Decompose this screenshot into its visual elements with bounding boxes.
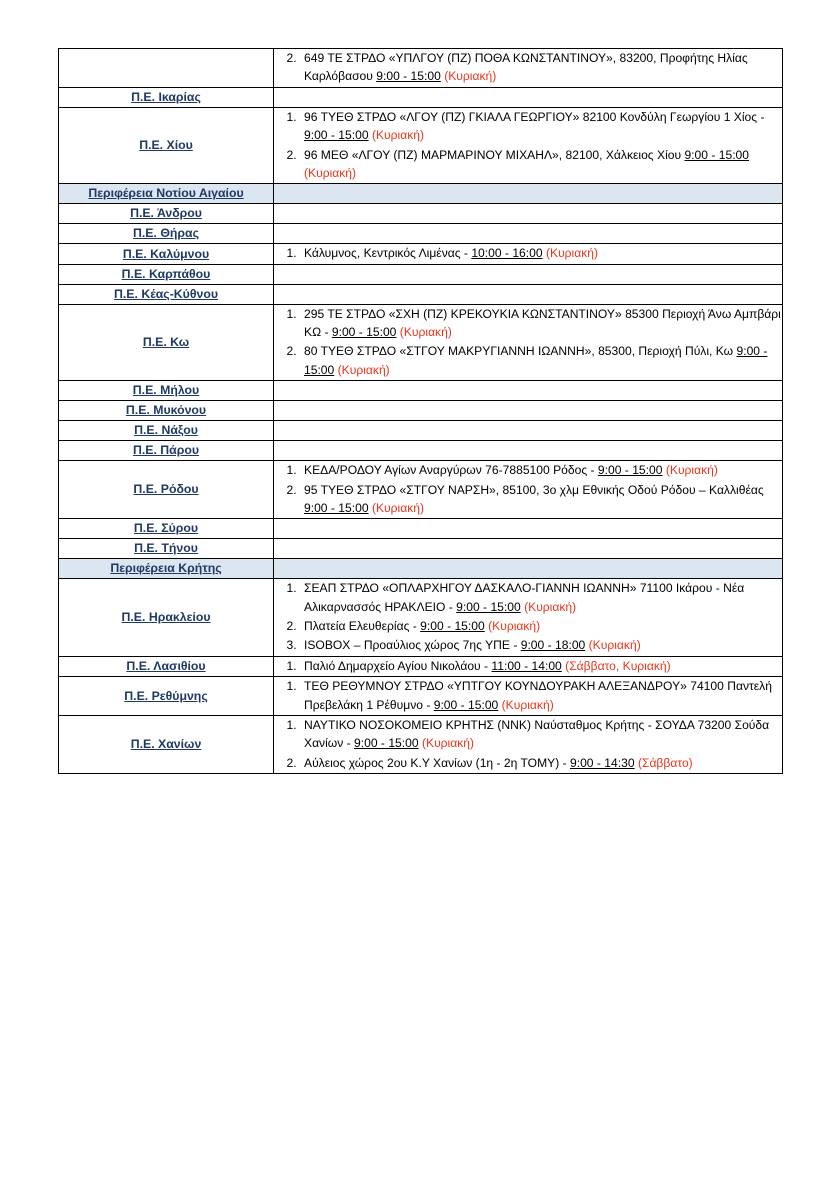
site-days: (Κυριακή): [524, 599, 577, 614]
site-address: 95 ΤΥΕΘ ΣΤΡΔΟ «ΣΤΓΟΥ ΝΑΡΣΗ», 85100, 3ο χλμ Εθνικής Οδού Ρόδου – Καλλιθέας: [304, 482, 764, 497]
region-name-cell: [59, 441, 274, 461]
site-item: [300, 636, 782, 654]
empty-sites-cell: [274, 381, 782, 400]
empty-sites-cell: [274, 265, 782, 284]
table-body: [59, 49, 783, 774]
sites-cell: [274, 244, 783, 264]
table-row: [59, 87, 783, 107]
sites-cell: [274, 184, 783, 204]
region-label: Π.Ε. Πάρου: [132, 443, 200, 458]
site-item: [300, 677, 782, 714]
sites-cell: [274, 284, 783, 304]
site-item: [300, 716, 782, 753]
sites-cell: [274, 539, 783, 559]
empty-sites-cell: [274, 441, 782, 460]
site-hours: 9:00 - 15:00: [684, 147, 750, 162]
region-label: Π.Ε. Καρπάθου: [121, 266, 211, 281]
sites-cell: [274, 519, 783, 539]
site-days: (Κυριακή): [588, 638, 641, 653]
site-hours: 9:00 - 15:00: [376, 69, 441, 84]
sites-cell: [274, 204, 783, 224]
site-days: (Κυριακή): [371, 500, 425, 515]
region-name-cell: [59, 304, 274, 381]
site-days: (Κυριακή): [421, 736, 475, 751]
site-days: (Κυριακή): [501, 697, 554, 712]
region-name-cell: [59, 49, 274, 88]
table-row: [59, 519, 783, 539]
sites-cell: [274, 87, 783, 107]
table-row: [59, 224, 783, 244]
region-label: Π.Ε. Ρεθύμνης: [124, 688, 208, 703]
region-label: Π.Ε. Άνδρου: [130, 206, 202, 221]
site-days: (Κυριακή): [337, 362, 390, 377]
region-name-cell: [59, 107, 274, 184]
sites-cell: [274, 461, 783, 519]
region-label: Π.Ε. Κω: [142, 334, 190, 349]
sites-cell: [274, 304, 783, 381]
site-address: ΤΕΘ ΡΕΘΥΜΝΟΥ ΣΤΡΔΟ «ΥΠΤΓΟΥ ΚΟΥΝΔΟΥΡΑΚΗ ΑΛΕΞΑΝΔΡΟΥ» 74100 Παντελή Πρεβελάκη 1 Ρέθυμνο -: [304, 679, 772, 712]
sites-cell: [274, 715, 783, 773]
empty-sites-cell: [274, 224, 782, 243]
site-days: (Κυριακή): [665, 463, 718, 478]
region-label: Π.Ε. Νάξου: [134, 423, 198, 438]
site-address: 96 ΜΕΘ «ΛΓΟΥ (ΠΖ) ΜΑΡΜΑΡΙΝΟΥ ΜΙΧΑΗΛ», 82100, Χάλκειος Χίου: [304, 147, 685, 162]
sites-cell: [274, 381, 783, 401]
region-label: Π.Ε. Μυκόνου: [125, 403, 207, 418]
site-hours: 9:00 - 15:00: [456, 599, 521, 614]
sites-cell: [274, 49, 783, 88]
region-label: Περιφέρεια Νοτίου Αιγαίου: [88, 186, 244, 201]
sites-list: [274, 579, 782, 655]
table-row: [59, 441, 783, 461]
empty-sites-cell: [274, 401, 782, 420]
site-item: [300, 657, 782, 675]
document-page: [58, 48, 782, 774]
sites-list: [274, 49, 782, 86]
sites-list: [274, 677, 782, 714]
site-address: 649 ΤΕ ΣΤΡΔΟ «ΥΠΛΓΟΥ (ΠΖ) ΠΟΘΑ ΚΩΝΣΤΑΝΤΙΝΟΥ», 83200, Προφήτης Ηλίας Καρλόβασου: [304, 51, 748, 84]
site-days: (Σάββατο): [637, 755, 693, 770]
region-name-cell: [59, 519, 274, 539]
site-address: ISOBOX – Προαύλιος χώρος 7ης ΥΠΕ -: [304, 638, 521, 653]
site-hours: 9:00 - 15:00: [331, 325, 397, 339]
table-row: [59, 304, 783, 381]
table-row: [59, 107, 783, 184]
site-item: [300, 617, 782, 635]
region-label: Π.Ε. Τήνου: [134, 541, 198, 556]
table-row: [59, 204, 783, 224]
empty-sites-cell: [274, 88, 782, 107]
site-address: 295 ΤΕ ΣΤΡΔΟ «ΣΧΗ (ΠΖ) ΚΡΕΚΟΥΚΙΑ ΚΩΝΣΤΑΝΤΙΝΟΥ» 85300 Περιοχή Άνω Αμπβάρι ΚΩ -: [304, 306, 781, 339]
empty-sites-cell: [274, 285, 782, 304]
site-item: [300, 754, 782, 772]
table-row: [59, 677, 783, 716]
site-address: ΣΕΑΠ ΣΤΡΔΟ «ΟΠΛΑΡΧΗΓΟΥ ΔΑΣΚΑΛΟ-ΓΙΑΝΝΗ ΙΩΑΝΝΗ» 71100 Ικάρου - Νέα Αλικαρνασσός ΗΡΑΚΛΕΙΟ -: [304, 581, 745, 614]
sites-list: [274, 108, 782, 183]
site-hours: 9:00 - 15:00: [433, 697, 499, 712]
site-item: [300, 49, 782, 86]
sites-cell: [274, 401, 783, 421]
region-name-cell: [59, 656, 274, 676]
site-address: Παλιό Δημαρχείο Αγίου Νικολάου -: [304, 658, 492, 673]
table-row: [59, 49, 783, 88]
site-hours: 9:00 - 18:00: [520, 638, 586, 653]
sites-list: [274, 716, 782, 772]
site-address: Αύλειος χώρος 2ου Κ.Υ Χανίων (1η - 2η ΤΟΜΥ) -: [304, 755, 570, 770]
table-row: [59, 264, 783, 284]
table-row: [59, 244, 783, 264]
sites-list: [274, 461, 782, 517]
region-name-cell: [59, 677, 274, 716]
region-label: Π.Ε. Χίου: [139, 138, 193, 153]
site-item: [300, 481, 782, 518]
region-label: Π.Ε. Θήρας: [133, 226, 199, 241]
region-label: Π.Ε. Ικαρίας: [131, 89, 201, 104]
region-name-cell: [59, 204, 274, 224]
sites-cell: [274, 264, 783, 284]
section-header-row: [59, 184, 783, 204]
sites-cell: [274, 421, 783, 441]
sites-cell: [274, 441, 783, 461]
site-address: 80 ΤΥΕΘ ΣΤΡΔΟ «ΣΤΓΟΥ ΜΑΚΡΥΓΙΑΝΝΗ ΙΩΑΝΝΗ», 85300, Περιοχή Πύλι, Κω: [304, 344, 737, 359]
sites-cell: [274, 559, 783, 579]
region-label: Π.Ε. Ρόδου: [133, 482, 199, 497]
region-name-cell: [59, 715, 274, 773]
site-hours: 9:00 - 15:00: [597, 463, 663, 478]
site-hours: 9:00 - 15:00: [304, 500, 369, 515]
empty-sites-cell: [274, 559, 782, 578]
site-days: (Κυριακή): [444, 69, 497, 84]
site-hours: 9:00 - 15:00: [420, 619, 485, 633]
region-name-cell: [59, 401, 274, 421]
section-header-row: [59, 559, 783, 579]
region-label: Π.Ε. Χανίων: [130, 737, 202, 752]
sites-list: [274, 244, 782, 262]
sites-cell: [274, 656, 783, 676]
table-row: [59, 421, 783, 441]
region-name-cell: [59, 244, 274, 264]
site-days: (Σάββατο, Κυριακή): [565, 658, 671, 673]
region-name-cell: [59, 381, 274, 401]
table-row: [59, 461, 783, 519]
site-hours: 9:00 - 15:00: [354, 736, 419, 751]
site-item: [300, 579, 782, 616]
site-address: Κάλυμνος, Κεντρικός Λιμένας -: [304, 246, 472, 261]
sites-list: [274, 657, 782, 675]
region-name-cell: [59, 421, 274, 441]
site-days: (Κυριακή): [545, 246, 599, 261]
site-days: (Κυριακή): [304, 165, 357, 180]
vaccination-sites-table: [58, 48, 783, 774]
site-address: Πλατεία Ελευθερίας -: [304, 619, 421, 633]
site-item: [300, 146, 782, 183]
region-name-cell: [59, 579, 274, 657]
sites-cell: [274, 224, 783, 244]
region-label: Π.Ε. Λασιθίου: [126, 659, 206, 674]
region-label: Π.Ε. Κέας-Κύθνου: [113, 286, 218, 301]
site-address: ΚΕΔΑ/ΡΟΔΟΥ Αγίων Αναργύρων 76-7885100 Ρόδος -: [304, 463, 598, 478]
site-hours: 9:00 - 15:00: [304, 344, 768, 377]
site-item: [300, 461, 782, 479]
site-item: [300, 244, 782, 262]
region-name-cell: [59, 461, 274, 519]
region-name-cell: [59, 284, 274, 304]
sites-cell: [274, 677, 783, 716]
site-days: (Κυριακή): [371, 128, 425, 143]
site-address: ΝΑΥΤΙΚΟ ΝΟΣΟΚΟΜΕΙΟ ΚΡΗΤΗΣ (ΝΝΚ) Ναύσταθμος Κρήτης - ΣΟΥΔΑ 73200 Σούδα Χανίων -: [304, 717, 770, 751]
empty-sites-cell: [274, 421, 782, 440]
empty-sites-cell: [274, 184, 782, 203]
table-row: [59, 715, 783, 773]
table-row: [59, 579, 783, 657]
site-hours: 9:00 - 15:00: [304, 128, 369, 143]
site-hours: 10:00 - 16:00: [471, 246, 543, 261]
region-label: Π.Ε. Καλύμνου: [122, 246, 210, 261]
site-days: (Κυριακή): [399, 325, 452, 339]
region-name-cell: [59, 264, 274, 284]
sites-cell: [274, 107, 783, 184]
site-hours: 11:00 - 14:00: [491, 658, 562, 673]
table-row: [59, 284, 783, 304]
table-row: [59, 401, 783, 421]
table-row: [59, 539, 783, 559]
region-label: Π.Ε. Μήλου: [132, 383, 200, 398]
empty-sites-cell: [274, 539, 782, 558]
section-name-cell: [59, 559, 274, 579]
table-row: [59, 656, 783, 676]
site-item: [300, 305, 782, 342]
region-name-cell: [59, 539, 274, 559]
site-days: (Κυριακή): [488, 619, 541, 633]
empty-sites-cell: [274, 519, 782, 538]
empty-sites-cell: [274, 204, 782, 223]
region-label: Περιφέρεια Κρήτης: [110, 561, 222, 576]
site-address: 96 ΤΥΕΘ ΣΤΡΔΟ «ΛΓΟΥ (ΠΖ) ΓΚΙΑΛΑ ΓΕΩΡΓΙΟΥ» 82100 Κονδύλη Γεωργίου 1 Χίος -: [304, 109, 765, 124]
section-name-cell: [59, 184, 274, 204]
table-row: [59, 381, 783, 401]
region-label: Π.Ε. Ηρακλείου: [121, 610, 211, 625]
region-label: Π.Ε. Σύρου: [133, 521, 199, 536]
site-hours: 9:00 - 14:30: [570, 755, 635, 770]
site-item: [300, 108, 782, 145]
region-name-cell: [59, 224, 274, 244]
site-item: [300, 342, 782, 379]
region-name-cell: [59, 87, 274, 107]
sites-list: [274, 305, 782, 380]
sites-cell: [274, 579, 783, 657]
